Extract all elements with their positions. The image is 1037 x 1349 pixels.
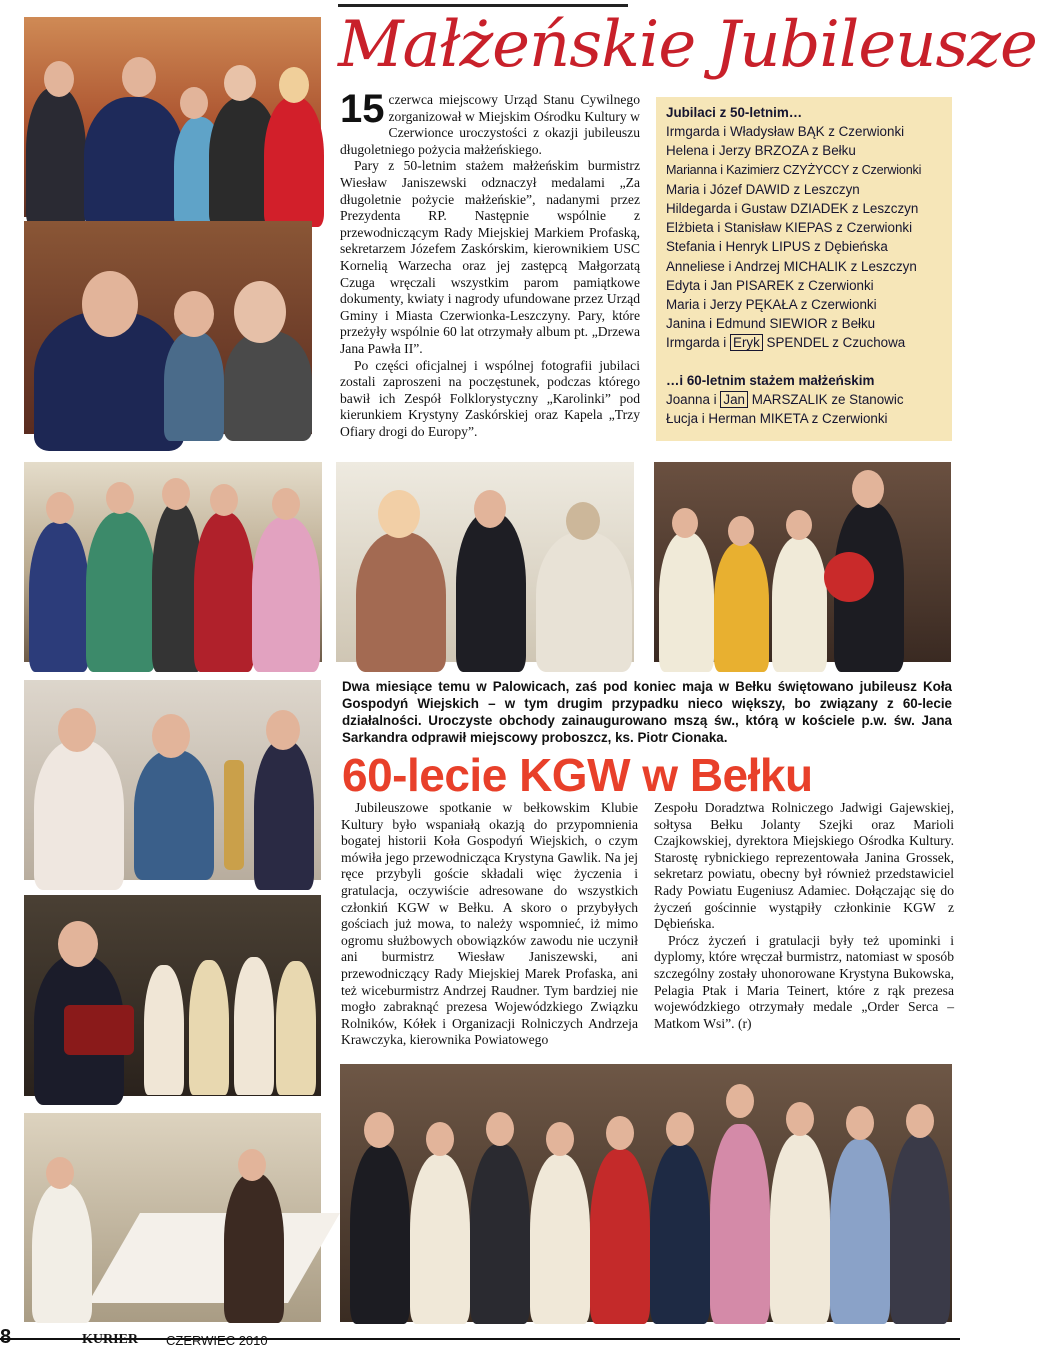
list-item: Maria i Józef DAWID z Leszczyn [666, 181, 860, 197]
article-paragraph: Po części oficjalnej i wspólnej fotografii jubilaci zostali zaproszeni na poczęstunek, podczas którego bawił ich Zespół Folklorystyczny „Karolinki” pod kierunkiem Krystyny Zaskórskiej oraz Kapela „Trzy Ofiary drogi do Europy”. [340, 357, 640, 439]
issue-date: CZERWIEC 2010 [166, 1333, 268, 1348]
photo-banquet-table [24, 1113, 321, 1322]
list-item: Maria i Jerzy PĘKAŁA z Czerwionki [666, 297, 877, 313]
jubilees-list-box [656, 97, 952, 441]
list-item: Anneliese i Andrzej MICHALIK z Leszczyn [666, 258, 917, 274]
drop-cap: 15 [340, 87, 385, 131]
header-rule [338, 4, 628, 7]
list-item: Joanna i Jan MARSZALIK ze Stanowic [666, 391, 904, 407]
article-paragraph: Pary z 50-letnim stażem małżeńskim burmistrz Wiesław Janiszewski odznaczył medalami „Za długoletnie pożycie małżeńskie”, nadanymi przez Prezydenta RP. Następnie wspólnie z przewodniczącym Rady Miejskiej Markiem Profaską, sekretarzem Józefem Zaskórskim, kierownikiem USC Kornelią Warzecha oraz jej zastępcą Małgorzatą Czuga wręczali wszystkim parom pamiątkowe dokumenty, kwiaty i nagrody ufundowane przez Urząd Gminy i Miasta Czerwionka-Leszczyny. Pary, które przeżyły wspólnie 60 lat otrzymały album pt. „Drzewa Jana Pawła II”. [340, 158, 640, 356]
photo-gift-presentation [336, 462, 634, 662]
boxed-name: Eryk [730, 334, 763, 351]
list-item: Hildegarda i Gustaw DZIADEK z Leszczyn [666, 201, 919, 217]
photo-medal-ceremony [24, 17, 321, 217]
photo-folk-group-mayor [654, 462, 951, 662]
list-heading: …i 60-letnim stażem małżeńskim [666, 372, 875, 388]
list-item: Irmgarda i Eryk SPENDEL z Czuchowa [666, 335, 906, 351]
article-column-left [341, 800, 638, 1049]
list-item: Janina i Edmund SIEWIOR z Bełku [666, 316, 876, 332]
photo-accordion-player [24, 895, 321, 1096]
article-title: 60-lecie KGW w Bełku [342, 749, 813, 801]
boxed-name: Jan [720, 391, 748, 408]
list-item: Edyta i Jan PISAREK z Czerwionki [666, 277, 874, 293]
magazine-brand: KURIER [82, 1332, 139, 1347]
list-item: Łucja i Herman MIKETA z Czerwionki [666, 411, 888, 427]
article-lead: Dwa miesiące temu w Palowicach, zaś pod koniec maja w Bełku świętowano jubileusz Koła Gospodyń Wiejskich – w tym drugim przypadku nieco większy, bo związany z 60-lecie działalności. Uroczyste obchody zainaugurowano mszą św., którą w kościele p.w. św. Jana Sarkandra odprawił miejscowy proboszcz, ks. Piotr Cionaka. [342, 679, 952, 745]
list-item: Stefania i Henryk LIPUS z Dębieńska [666, 239, 888, 255]
article-jubilee [340, 87, 640, 440]
photo-band-performance [24, 680, 321, 880]
list-item: Irmgarda i Władysław BĄK z Czerwionki [666, 124, 905, 140]
article-paragraph: Zespołu Doradztwa Rolniczego Jadwigi Gajewskiej, sołtysa Bełku Jolanty Szejki oraz Marioli Czajkowskiej, dyrektora Miejskiego Ośrodka Kultury. Starostę rybnickiego reprezentowała Janina Grossek, sekretarz powiatu, obecny był również przedstawiciel Rady Powiatu Eugeniusz Adamiec. Dołączając się do życzeń gościnnie wystąpiły członkinie KGW z Dębieńska. [654, 800, 954, 932]
article-paragraph: czerwca miejscowy Urząd Stanu Cywilnego zorganizował w Miejskim Ośrodku Kultury w Czerwionce uroczystości z okazji jubileuszu długoletniego pożycia małżeńskiego. [340, 92, 640, 157]
photo-kgw-members-group [340, 1064, 952, 1322]
photo-jubilees-group [24, 462, 322, 662]
page-number: 8 [0, 1326, 12, 1348]
list-item: Elżbieta i Stanisław KIEPAS z Czerwionki [666, 220, 913, 236]
article-column-right [654, 800, 954, 1032]
article-paragraph: Jubileuszowe spotkanie w bełkowskim Klubie Kultury było wspaniałą okazją do przypomnienia bogatej historii Koła Gospodyń Wiejskich, o czym mówiła jego przewodnicząca Krystyna Gawlik. Na jej ręce przybyli goście składali więc życzenia i gratulacja, oczywiście adresowane do wszystkich członkiń KGW w Bełku. A skoro o przybyłych gościach już mowa, to należy wspomnieć, iż mimo ogromu służbowych obowiązków zawodu nie uczynił ani burmistrz Wiesław Janiszewski, ani przewodniczący Rady Miejskiej Marek Profaska, ani też wiceburmistrz Andrzej Raudner. Tym bardziej nie mogło zabraknąć prezesa Wojewódzkiego Związku Rolników, Kółek i Organizacji Rolniczych Andrzeja Krawczyka, kierownika Powiatowego [341, 800, 638, 1048]
article-paragraph: Prócz życzeń i gratulacji były też upominki i dyplomy, które wręczał burmistrz, natomiast w sposób szczególny zostały uhonorowane Krystyna Bukowska, Pelagia Ptak i Maria Teinert, które z rąk prezesa wojewódzkiego otrzymały medale „Order Serca – Matkom Wsi”. (r) [654, 932, 954, 1031]
list-item: Helena i Jerzy BRZOZA z Bełku [666, 143, 856, 159]
page-title: Małżeńskie Jubileusze [338, 8, 1037, 82]
list-item: Marianna i Kazimierz CZYŻYCCY z Czerwionki [666, 162, 922, 177]
list-heading: Jubilaci z 50-letnim… [666, 105, 803, 120]
photo-congratulations [24, 221, 312, 434]
footer-rule [0, 1338, 960, 1340]
